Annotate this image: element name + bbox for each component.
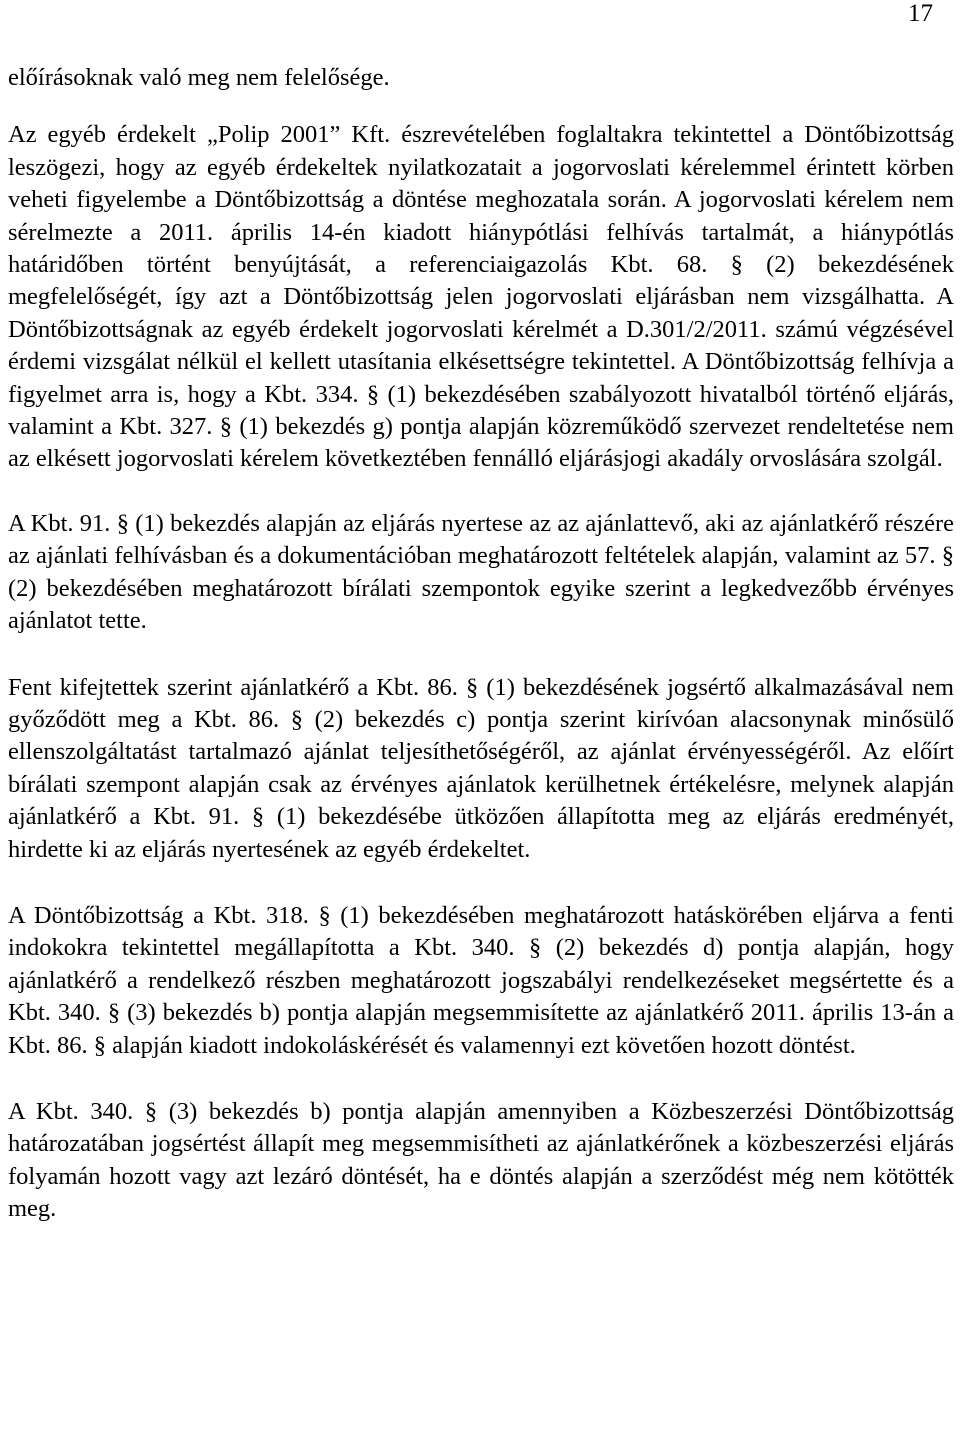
document-body bbox=[8, 62, 954, 1226]
paragraph: előírásoknak való meg nem felelősége. bbox=[8, 64, 390, 91]
page-number: 17 bbox=[908, 0, 933, 27]
paragraph: Fent kifejtettek szerint ajánlatkérő a Kbt. 86. § (1) bekezdésének jogsértő alkalmazásával nem győződött meg a Kbt. 86. § (2) bekezdés c) pontja szerint kirívóan alacsonynak minősülő ellenszolgáltatást tartalmazó ajánlat teljesíthetőségéről, az ajánlat érvényességéről. Az előírt bírálati szempont alapján csak az érvényes ajánlatok kerülhetnek értékelésre, melynek alapján ajánlatkérő a Kbt. 91. § (1) bekezdésébe ütközően állapította meg az eljárás eredményét, hirdette ki az eljárás nyertesének az egyéb érdekeltet. bbox=[8, 673, 954, 863]
paragraph: Az egyéb érdekelt „Polip 2001” Kft. észrevételében foglaltakra tekintettel a Döntőbizottság leszögezi, hogy az egyéb érdekeltek nyilatkozatait a jogorvoslati kérelemmel érintett körben veheti figyelembe a Döntőbizottság a döntése meghozatala során. A jogorvoslati kérelem nem sérelmezte a 2011. április 14-én kiadott hiánypótlási felhívás tartalmát, a hiánypótlás határidőben történt benyújtását, a referenciaigazolás Kbt. 68. § (2) bekezdésének megfelelőségét, így azt a Döntőbizottság jelen jogorvoslati eljárásban nem vizsgálhatta. A Döntőbizottságnak az egyéb érdekelt jogorvoslati kérelmét a D.301/2/2011. számú végzésével érdemi vizsgálat nélkül el kellett utasítania elkésettségre tekintettel. A Döntőbizottság felhívja a figyelmet arra is, hogy a Kbt. 334. § (1) bekezdésében szabályozott hivatalból történő eljárás, valamint a Kbt. 327. § (1) bekezdés g) pontja alapján közreműködő szervezet rendeltetése nem az elkésett jogorvoslati kérelem következtében fennálló eljárásjogi akadály orvoslására szolgál. bbox=[8, 121, 954, 473]
paragraph: A Döntőbizottság a Kbt. 318. § (1) bekezdésében meghatározott hatáskörében eljárva a fenti indokokra tekintettel megállapította a Kbt. 340. § (2) bekezdés d) pontja alapján, hogy ajánlatkérő a rendelkező részben meghatározott jogszabályi rendelkezéseket megsértette és a Kbt. 340. § (3) bekezdés b) pontja alapján megsemmisítette az ajánlatkérő 2011. április 13-án a Kbt. 86. § alapján kiadott indokoláskérését és valamennyi ezt követően hozott döntést. bbox=[8, 901, 954, 1059]
paragraph: A Kbt. 91. § (1) bekezdés alapján az eljárás nyertese az az ajánlattevő, aki az ajánlatkérő részére az ajánlati felhívásban és a dokumentációban meghatározott feltételek alapján, valamint az 57. § (2) bekezdésében meghatározott bírálati szempontok egyike szerint a legkedvezőbb érvényes ajánlatot tette. bbox=[8, 509, 954, 635]
paragraph: A Kbt. 340. § (3) bekezdés b) pontja alapján amennyiben a Közbeszerzési Döntőbizottság határozatában jogsértést állapít meg megsemmisítheti az ajánlatkérőnek a közbeszerzési eljárás folyamán hozott vagy azt lezáró döntését, ha e döntés alapján a szerződést még nem kötötték meg. bbox=[8, 1097, 954, 1223]
